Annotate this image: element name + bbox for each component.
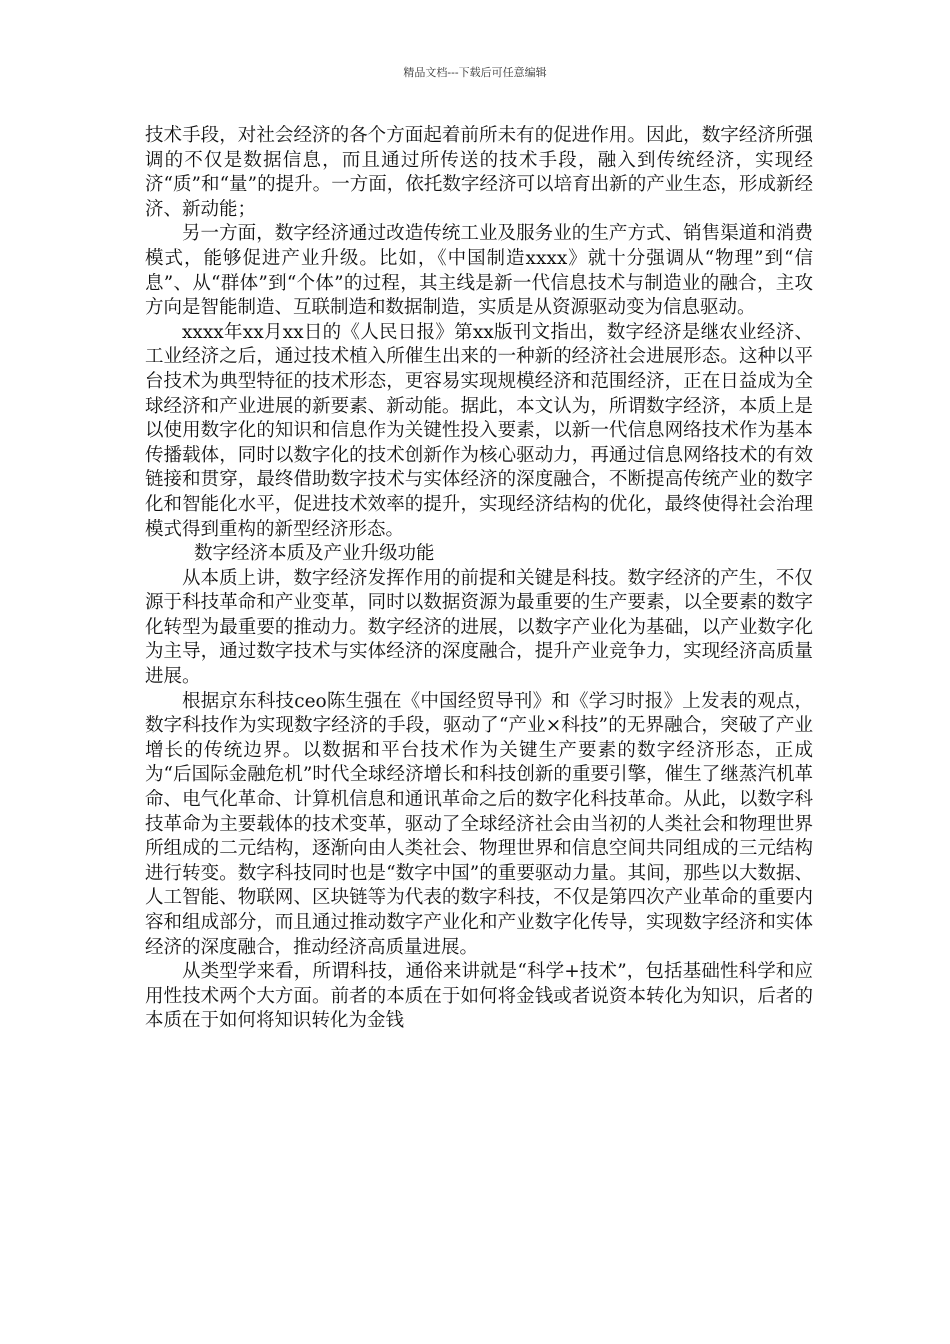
paragraph: 从类型学来看，所谓科技，通俗来讲就是“科学+技术”，包括基础性科学和应用性技术两个大方面。前者的本质在于如何将金钱或者说资本转化为知识，后者的本质在于如何将知识转化为金钱: [145, 961, 813, 1032]
paragraph: xxxx年xx月xx日的《人民日报》第xx版刊文指出，数字经济是继农业经济、工业经济之后，通过技术植入所催生出来的一种新的经济社会进展形态。这种以平台技术为典型特征的技术形态，更容易实现规模经济和范围经济，正在日益成为全球经济和产业进展的新要素、新动能。据此，本文认为，所谓数字经济，本质上是以使用数字化的知识和信息作为关键性投入要素，以新一代信息网络技术作为基本传播载体，同时以数字化的技术创新作为核心驱动力，再通过信息网络技术的有效链接和贯穿，最终借助数字技术与实体经济的深度融合，不断提高传统产业的数字化和智能化水平，促进技术效率的提升，实现经济结构的优化，最终使得社会治理模式得到重构的新型经济形态。: [145, 321, 813, 540]
document-body: [145, 124, 813, 1034]
paragraph: 根据京东科技ceo陈生强在《中国经贸导刊》和《学习时报》上发表的观点，数字科技作为实现数字经济的手段，驱动了“产业×科技”的无界融合，突破了产业增长的传统边界。以数据和平台技术作为关键生产要素的数字经济形态，正成为“后国际金融危机”时代全球经济增长和科技创新的重要引擎，催生了继蒸汽机革命、电气化革命、计算机信息和通讯革命之后的数字化科技革命。从此，以数字科技革命为主要载体的技术变革，驱动了全球经济社会由当初的人类社会和物理世界所组成的二元结构，逐渐向由人类社会、物理世界和信息空间共同组成的三元结构进行转变。数字科技同时也是“数字中国”的重要驱动力量。其间，那些以大数据、人工智能、物联网、区块链等为代表的数字科技，不仅是第四次产业革命的重要内容和组成部分，而且通过推动数字产业化和产业数字化传导，实现数字经济和实体经济的深度融合，推动经济高质量进展。: [145, 690, 813, 958]
page-header: 精品文档---下载后可任意编辑: [403, 66, 547, 79]
section-heading: 数字经济本质及产业升级功能: [194, 543, 435, 565]
paragraph: 另一方面，数字经济通过改造传统工业及服务业的生产方式、销售渠道和消费模式，能够促进产业升级。比如，《中国制造xxxx》就十分强调从“物理”到“信息”、从“群体”到“个体”的过程，其主线是新一代信息技术与制造业的融合，主攻方向是智能制造、互联制造和数据制造，实质是从资源驱动变为信息驱动。: [145, 223, 813, 319]
paragraph: 从本质上讲，数字经济发挥作用的前提和关键是科技。数字经济的产生，不仅源于科技革命和产业变革，同时以数据资源为最重要的生产要素，以全要素的数字化转型为最重要的推动力。数字经济的进展，以数字产业化为基础，以产业数字化为主导，通过数字技术与实体经济的深度融合，提升产业竞争力，实现经济高质量进展。: [145, 567, 813, 688]
paragraph-continuation: 技术手段，对社会经济的各个方面起着前所未有的促进作用。因此，数字经济所强调的不仅是数据信息，而且通过所传送的技术手段，融入到传统经济，实现经济“质”和“量”的提升。一方面，依托数字经济可以培育出新的产业生态，形成新经济、新动能；: [145, 125, 813, 220]
